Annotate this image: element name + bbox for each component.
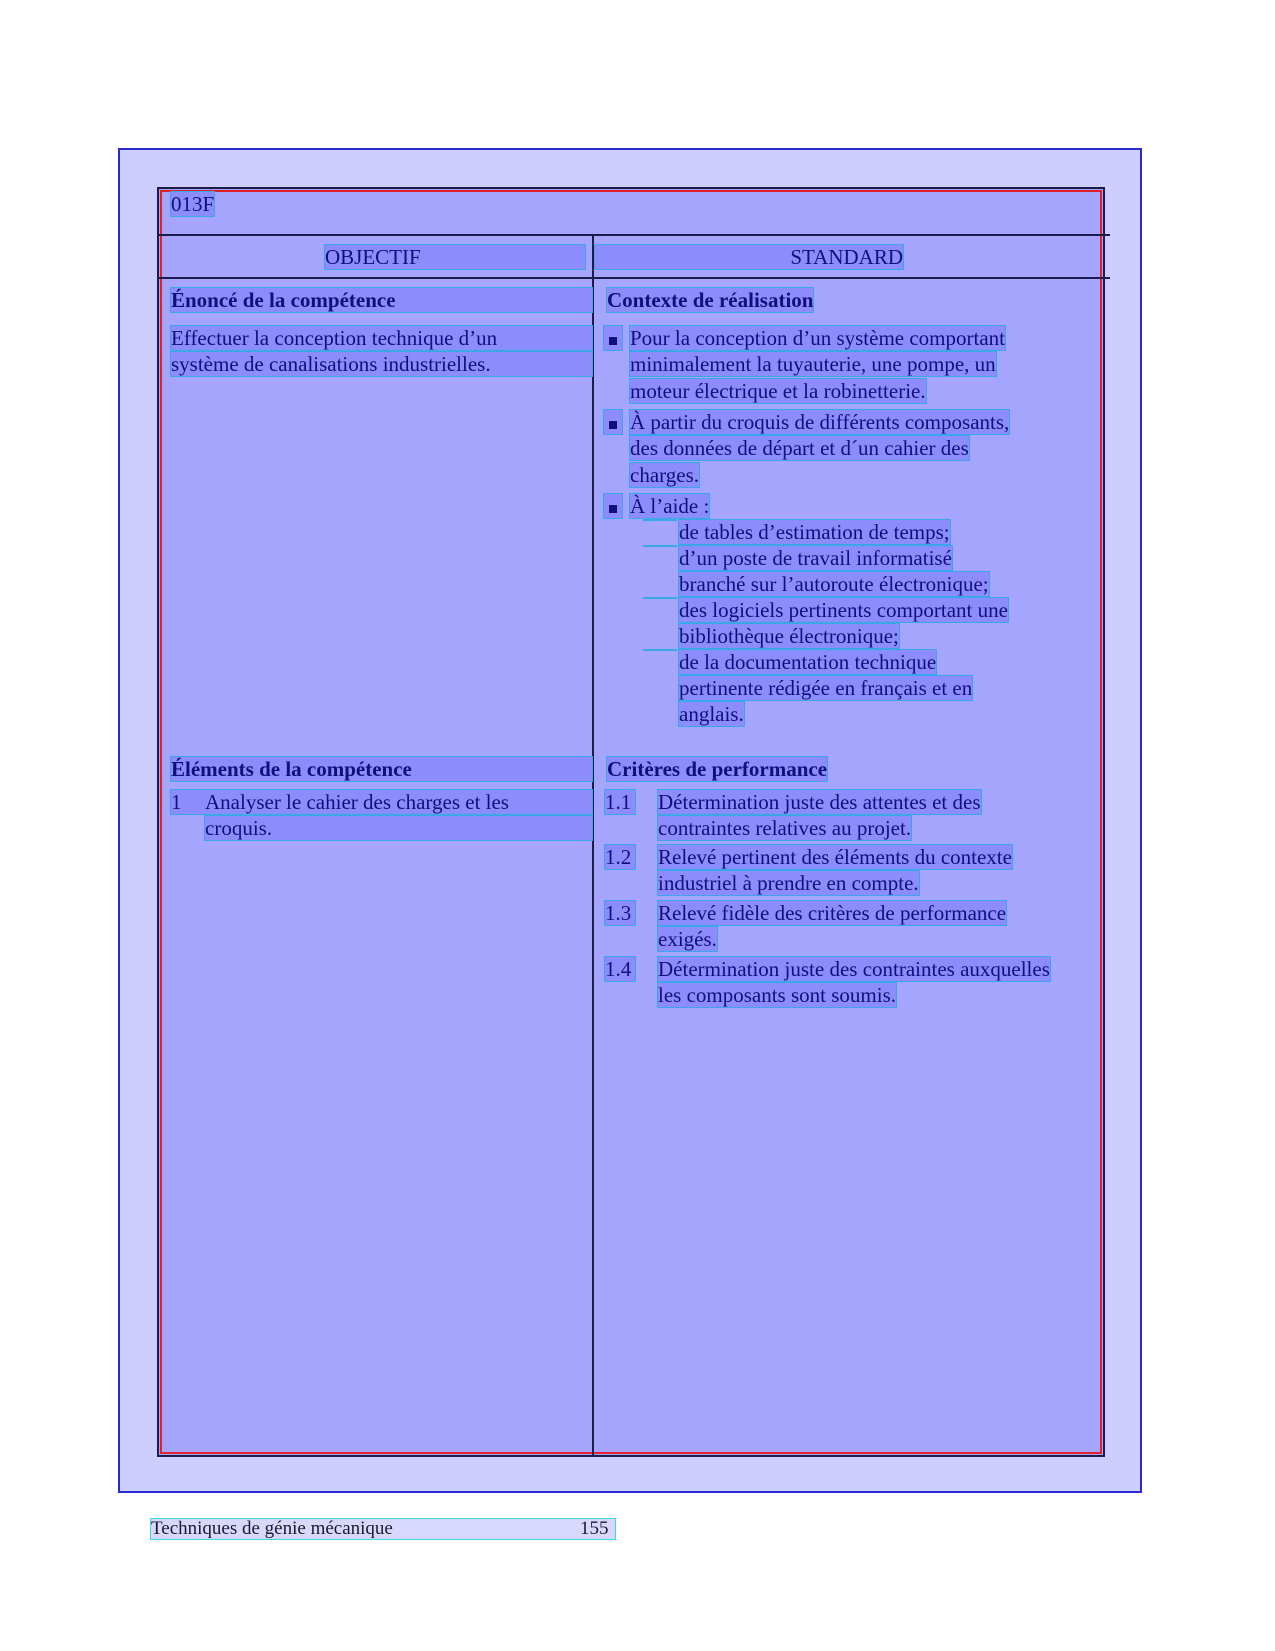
element-number: 1	[171, 790, 182, 814]
element-line: Analyser le cahier des charges et les	[205, 790, 509, 814]
element-row	[171, 790, 592, 814]
contexte-b2-line: À partir du croquis de différents composants,	[630, 410, 1010, 434]
critere-line: les composants sont soumis.	[658, 983, 897, 1007]
critere-number: 1.2	[605, 845, 635, 869]
contexte-b2-line: charges.	[630, 463, 699, 487]
critere-line: industriel à prendre en compte.	[658, 871, 919, 895]
contexte-b1-line: minimalement la tuyauterie, une pompe, un	[630, 352, 996, 376]
contexte-sub4-line: anglais.	[679, 702, 744, 726]
contexte-sub4-line: pertinente rédigée en français et en	[679, 676, 973, 700]
critere-line: Relevé fidèle des critères de performance	[658, 901, 1007, 925]
column-header-objectif: OBJECTIF	[325, 245, 585, 269]
critere-number: 1.4	[605, 957, 635, 981]
element-line: croquis.	[205, 816, 592, 840]
contexte-sub1: de tables d’estimation de temps;	[679, 520, 950, 544]
header-divider	[157, 234, 1110, 236]
column-header-standard: STANDARD	[595, 245, 903, 269]
enonce-line: système de canalisations industrielles.	[171, 352, 592, 376]
column-divider	[592, 234, 594, 1456]
contexte-b2-line: des données de départ et d´un cahier des	[630, 436, 969, 460]
enonce-title: Énoncé de la compétence	[171, 288, 592, 312]
bullet	[604, 410, 622, 434]
contexte-b3: À l’aide :	[630, 494, 710, 518]
contexte-sub3-line: bibliothèque électronique;	[679, 624, 899, 648]
critere-number: 1.3	[605, 901, 635, 925]
contexte-sub2-line: d’un poste de travail informatisé	[679, 546, 952, 570]
critere-line: Détermination juste des attentes et des	[658, 790, 981, 814]
critere-line: Relevé pertinent des éléments du contexte	[658, 845, 1012, 869]
bullet	[604, 494, 622, 518]
critere-line: Détermination juste des contraintes auxquelles	[658, 957, 1050, 981]
contexte-b1-line: Pour la conception d’un système comportant	[630, 326, 1005, 350]
contexte-b1-line: moteur électrique et la robinetterie.	[630, 379, 926, 403]
contexte-title: Contexte de réalisation	[607, 288, 814, 312]
code-label: 013F	[171, 192, 215, 216]
bullet	[604, 326, 622, 350]
critere-line: exigés.	[658, 927, 717, 951]
elements-title: Éléments de la compétence	[171, 757, 592, 781]
critere-line: contraintes relatives au projet.	[658, 816, 912, 840]
enonce-line: Effectuer la conception technique d’un	[171, 326, 592, 350]
footer-title: Techniques de génie mécanique	[151, 1518, 393, 1539]
contexte-sub3-line: des logiciels pertinents comportant une	[679, 598, 1008, 622]
contexte-sub2-line: branché sur l’autoroute électronique;	[679, 572, 989, 596]
page-number: 155	[580, 1518, 609, 1539]
critere-number: 1.1	[605, 790, 635, 814]
criteres-title: Critères de performance	[607, 757, 828, 781]
contexte-sub4-line: de la documentation technique	[679, 650, 937, 674]
column-header-divider	[157, 277, 1110, 279]
